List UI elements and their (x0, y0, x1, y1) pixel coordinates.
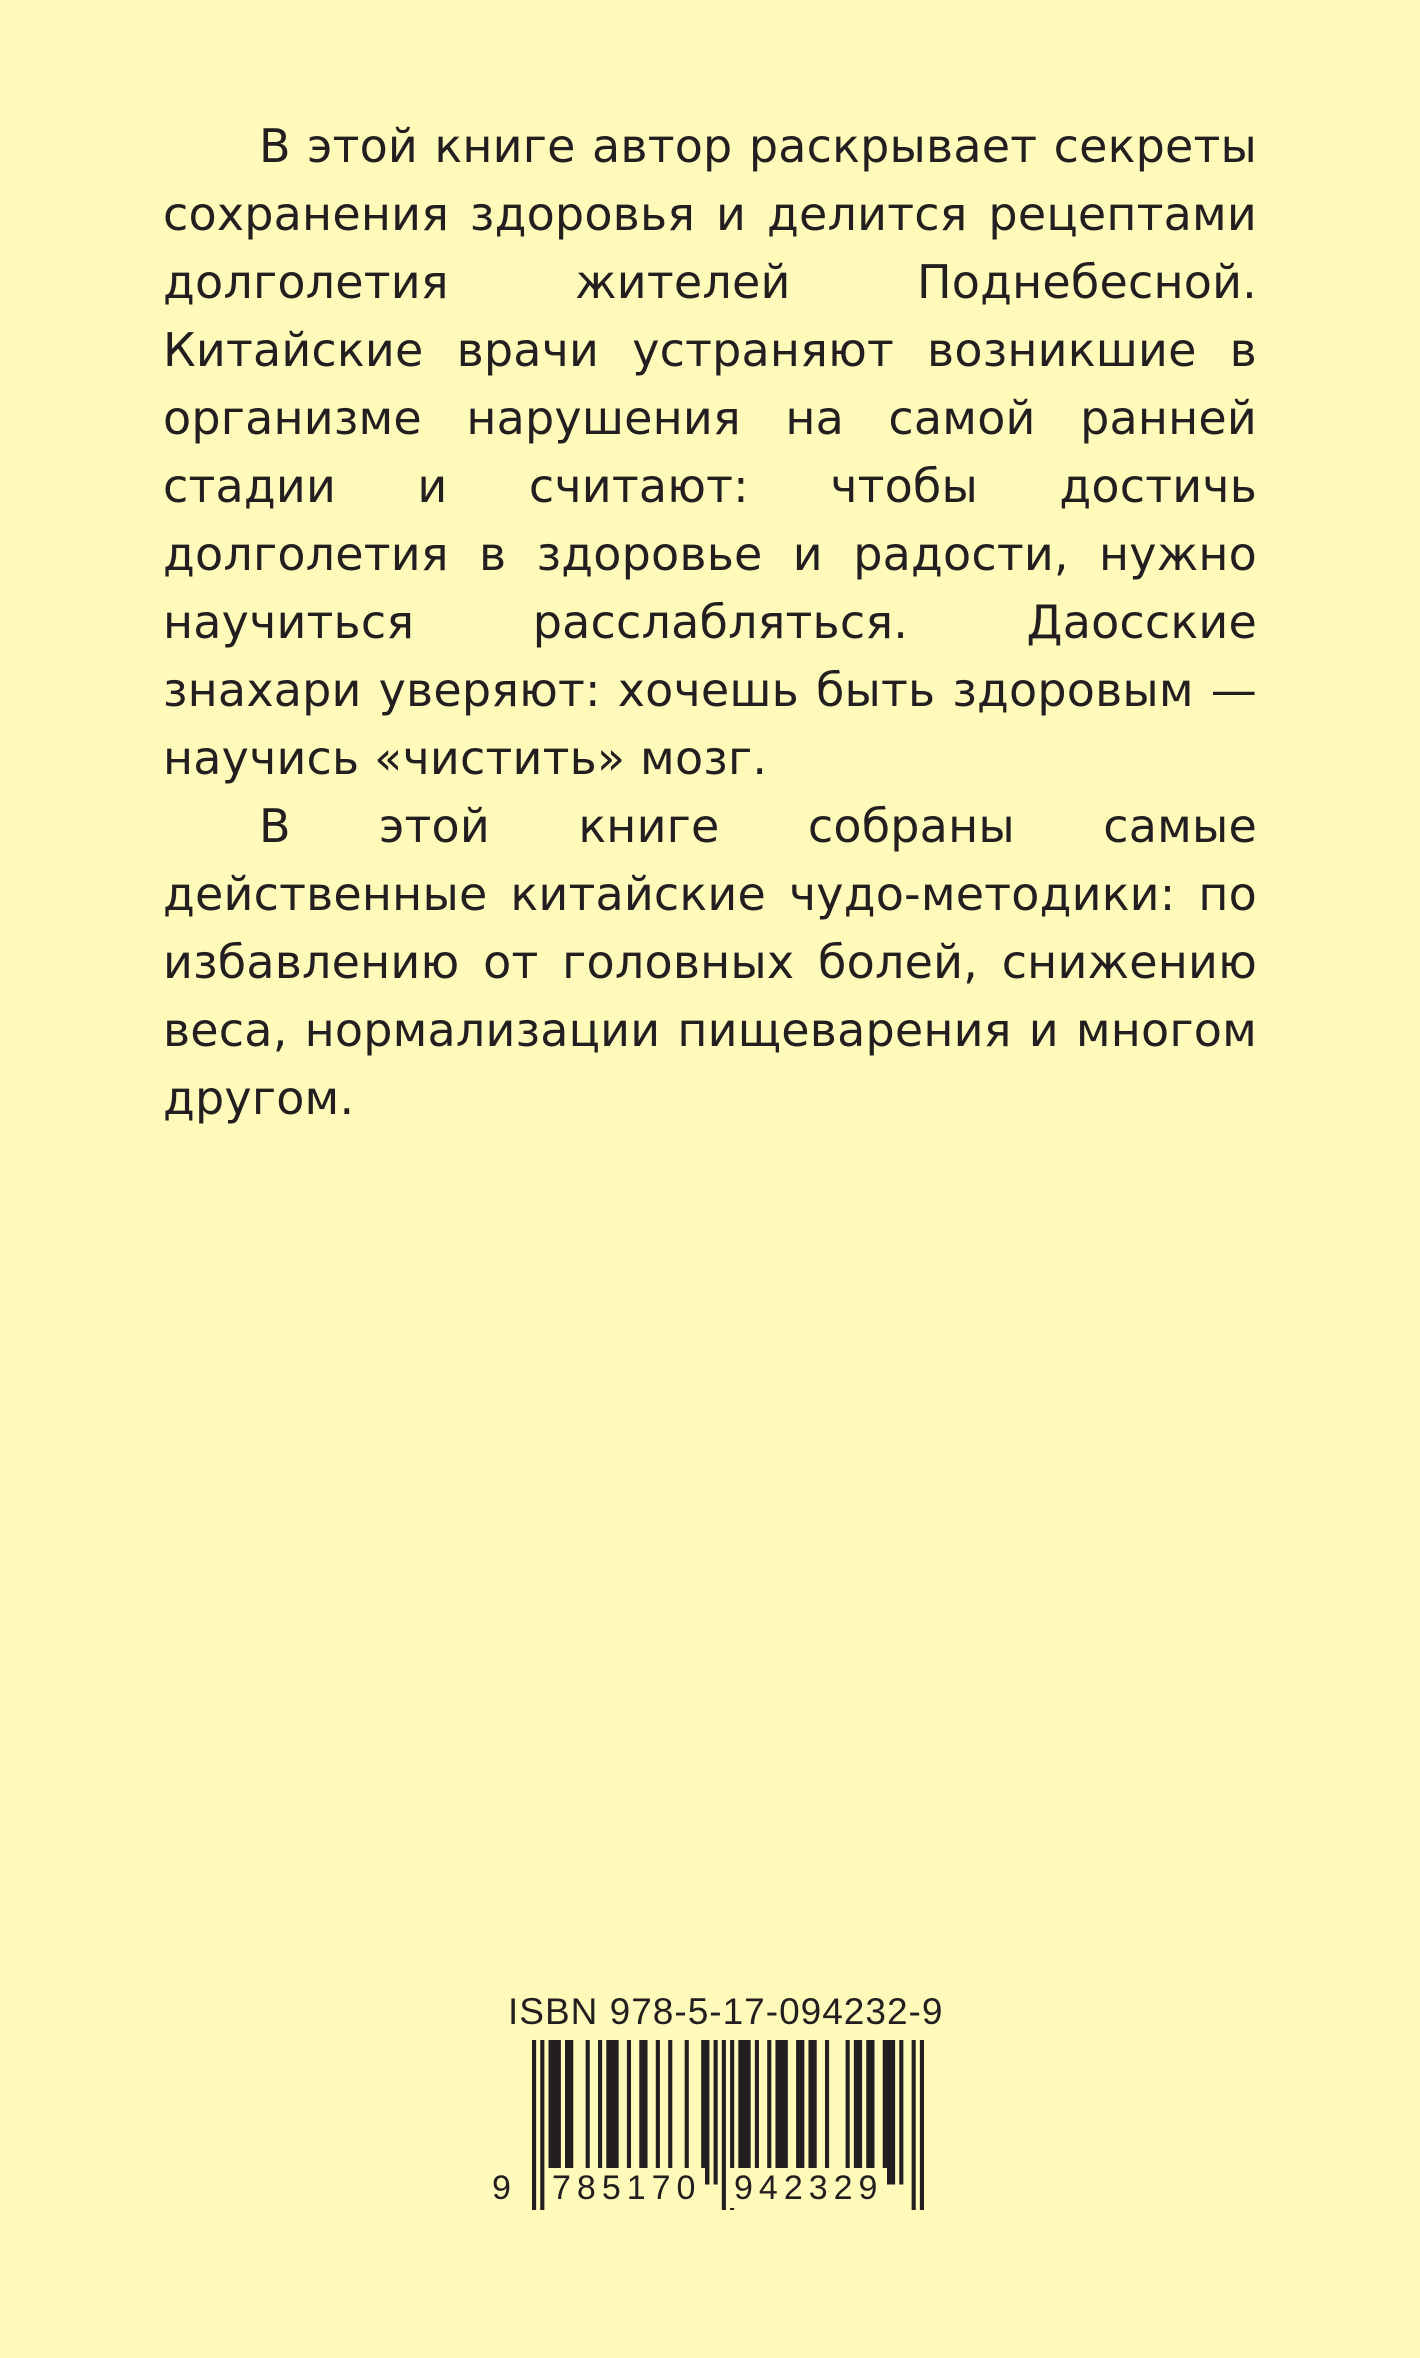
barcode-bar-8 (639, 2040, 647, 2185)
barcode-bar-24 (854, 2040, 862, 2185)
barcode-bar-16 (738, 2040, 750, 2185)
barcode-bar-14 (722, 2040, 726, 2210)
ean-right-digits: 942329 (730, 2168, 887, 2208)
isbn-label: ISBN 978-5-17-094232-9 (508, 1991, 944, 2032)
barcode-bar-29 (920, 2040, 924, 2210)
barcode-bar-11 (685, 2040, 689, 2185)
barcode-bar-13 (714, 2040, 718, 2185)
barcode-bar-25 (866, 2040, 874, 2185)
barcode-bar-1 (540, 2040, 544, 2210)
ean-lead-digit: 9 (492, 2169, 511, 2207)
barcode (492, 2040, 932, 2210)
barcode-bar-20 (796, 2040, 804, 2185)
barcode-bar-7 (627, 2040, 631, 2185)
barcode-bar-27 (899, 2040, 903, 2185)
barcode-bar-18 (767, 2040, 771, 2185)
barcode-bar-17 (755, 2040, 759, 2185)
ean-left-digits: 785170 (548, 2168, 705, 2208)
barcode-bar-9 (656, 2040, 660, 2185)
annotation-paragraph-2: В этой книге собраны самые действенные китайские чудо-методики: по избавлению от головных болей, снижению веса, нормализации пищеварения и многом другом. (163, 799, 1257, 1125)
barcode-bar-4 (586, 2040, 590, 2185)
barcode-bar-6 (606, 2040, 618, 2185)
barcode-bar-10 (668, 2040, 672, 2185)
barcode-bar-28 (912, 2040, 916, 2210)
barcode-bar-22 (825, 2040, 829, 2185)
annotation-paragraph-1: В этой книге автор раскрывает секреты сохранения здоровья и делится рецептами долголетия жителей Поднебесной. Китайские врачи устраняют возникшие в организме нарушения на самой ранней стадии и считают: чтобы достичь долголетия в здоровье и радости, нужно научиться расслабляться. Даосские знахари уверяют: хочешь быть здоровым — научись «чистить» мозг. (163, 119, 1257, 785)
annotation-text (163, 112, 1257, 1132)
barcode-bar-19 (775, 2040, 787, 2185)
barcode-bar-23 (846, 2040, 850, 2185)
barcode-bar-2 (549, 2040, 561, 2185)
barcode-bar-12 (701, 2040, 709, 2185)
barcode-bar-5 (598, 2040, 602, 2185)
barcode-bar-21 (808, 2040, 816, 2185)
barcode-bar-0 (532, 2040, 536, 2210)
barcode-bar-3 (565, 2040, 573, 2185)
barcode-bar-26 (883, 2040, 895, 2185)
